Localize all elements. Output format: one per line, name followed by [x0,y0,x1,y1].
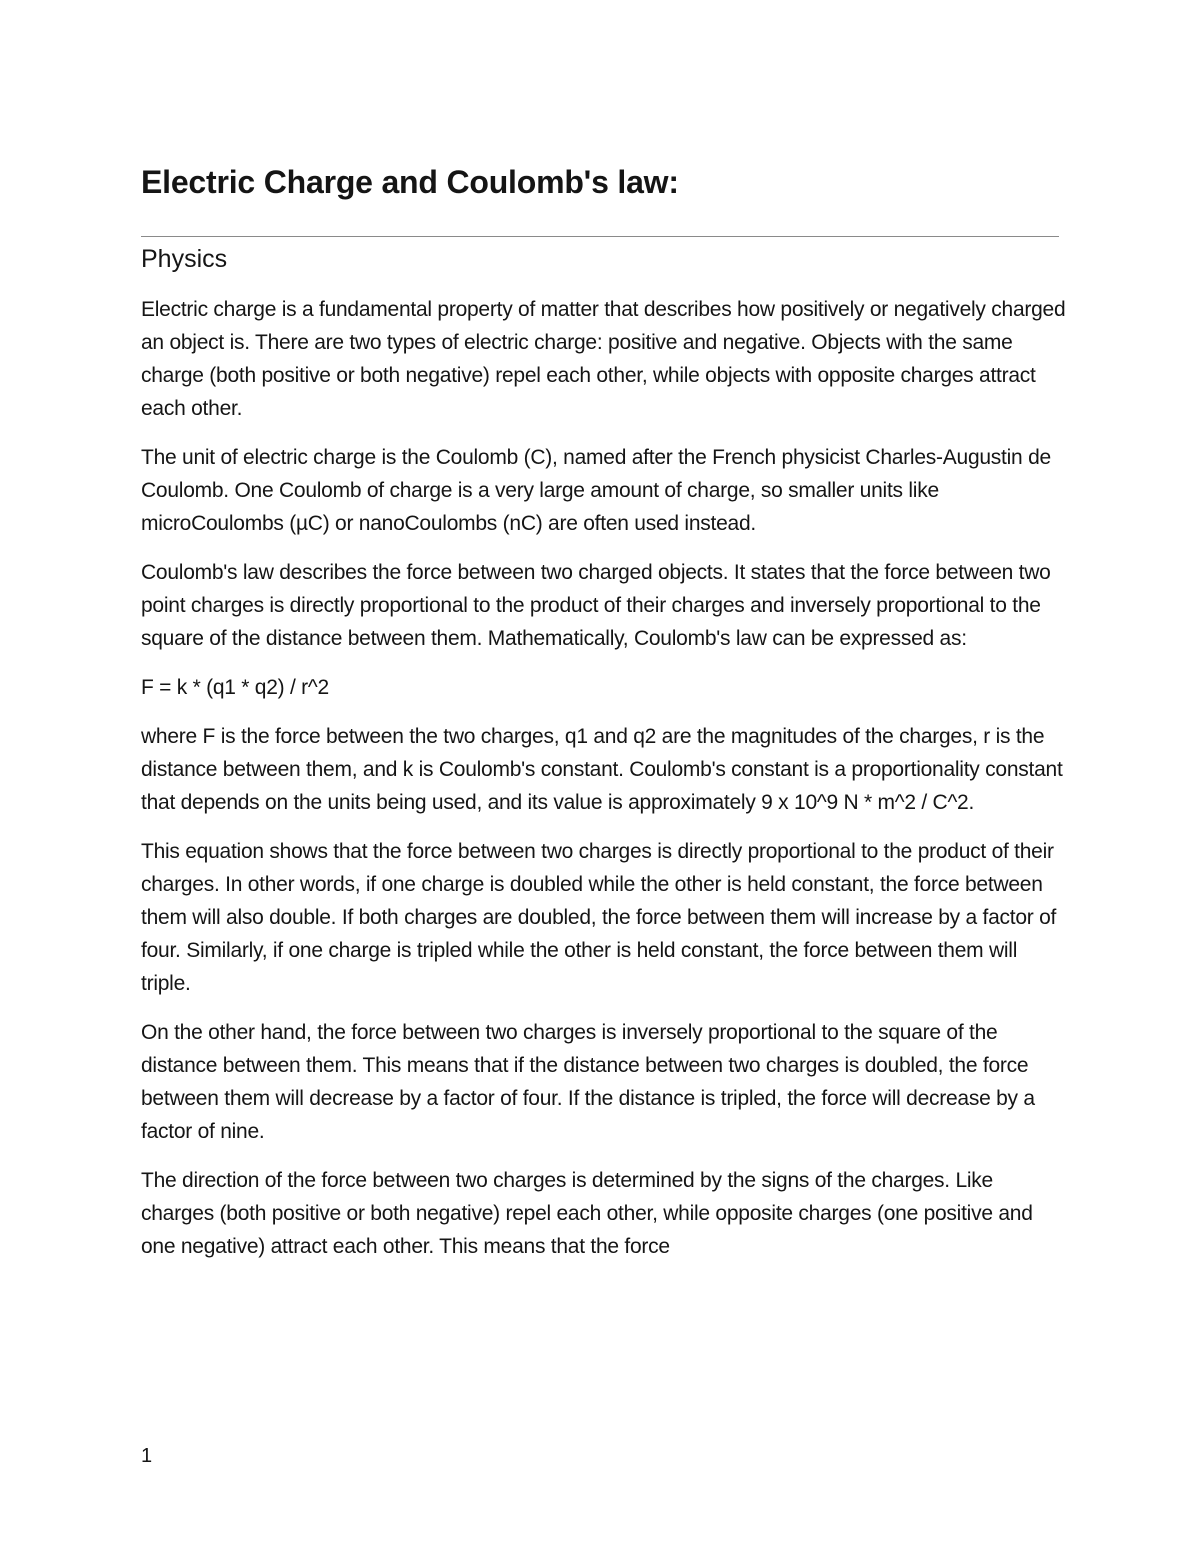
body-text [141,293,1066,1279]
document-title: Electric Charge and Coulomb's law: [141,164,679,200]
equation-coulombs-law: F = k * (q1 * q2) / r^2 [141,676,329,699]
paragraph-coulombs-law: Coulomb's law describes the force between two charged objects. It states that the force between two point charges is directly proportional to the product of their charges and inversely proportional to the square of the distance between them. Mathematically, Coulomb's law can be expressed as: [141,561,1051,650]
paragraph-product-of-charges: This equation shows that the force between two charges is directly proportional to the product of their charges. In other words, if one charge is doubled while the other is held constant, the force between them will also double. If both charges are doubled, the force between them will increase by a factor of four. Similarly, if one charge is tripled while the other is held constant, the force between them will triple. [141,840,1057,995]
title-divider [141,236,1059,237]
paragraph-electric-charge: Electric charge is a fundamental property of matter that describes how positively or negatively charged an object is. There are two types of electric charge: positive and negative. Objects with the same charge (both positive or both negative) repel each other, while objects with opposite charges attract each other. [141,298,1066,420]
page-number: 1 [141,1445,153,1467]
document-subtitle: Physics [141,245,228,273]
paragraph-force-direction: The direction of the force between two charges is determined by the signs of the charges. Like charges (both positive or both negative) repel each other, while opposite charges (one positive and one negative) attract each other. This means that the force [141,1169,1033,1258]
paragraph-inverse-square: On the other hand, the force between two charges is inversely proportional to the square of the distance between them. This means that if the distance between two charges is doubled, the force between them will decrease by a factor of four. If the distance is tripled, the force will decrease by a factor of nine. [141,1021,1035,1143]
paragraph-unit-of-charge: The unit of electric charge is the Coulomb (C), named after the French physicist Charles-Augustin de Coulomb. One Coulomb of charge is a very large amount of charge, so smaller units like microCoulombs (µC) or nanoCoulombs (nC) are often used instead. [141,446,1051,535]
paragraph-equation-terms: where F is the force between the two charges, q1 and q2 are the magnitudes of the charges, r is the distance between them, and k is Coulomb's constant. Coulomb's constant is a proportionality constant that depends on the units being used, and its value is approximately 9 x 10^9 N * m^2 / C^2. [141,725,1063,814]
